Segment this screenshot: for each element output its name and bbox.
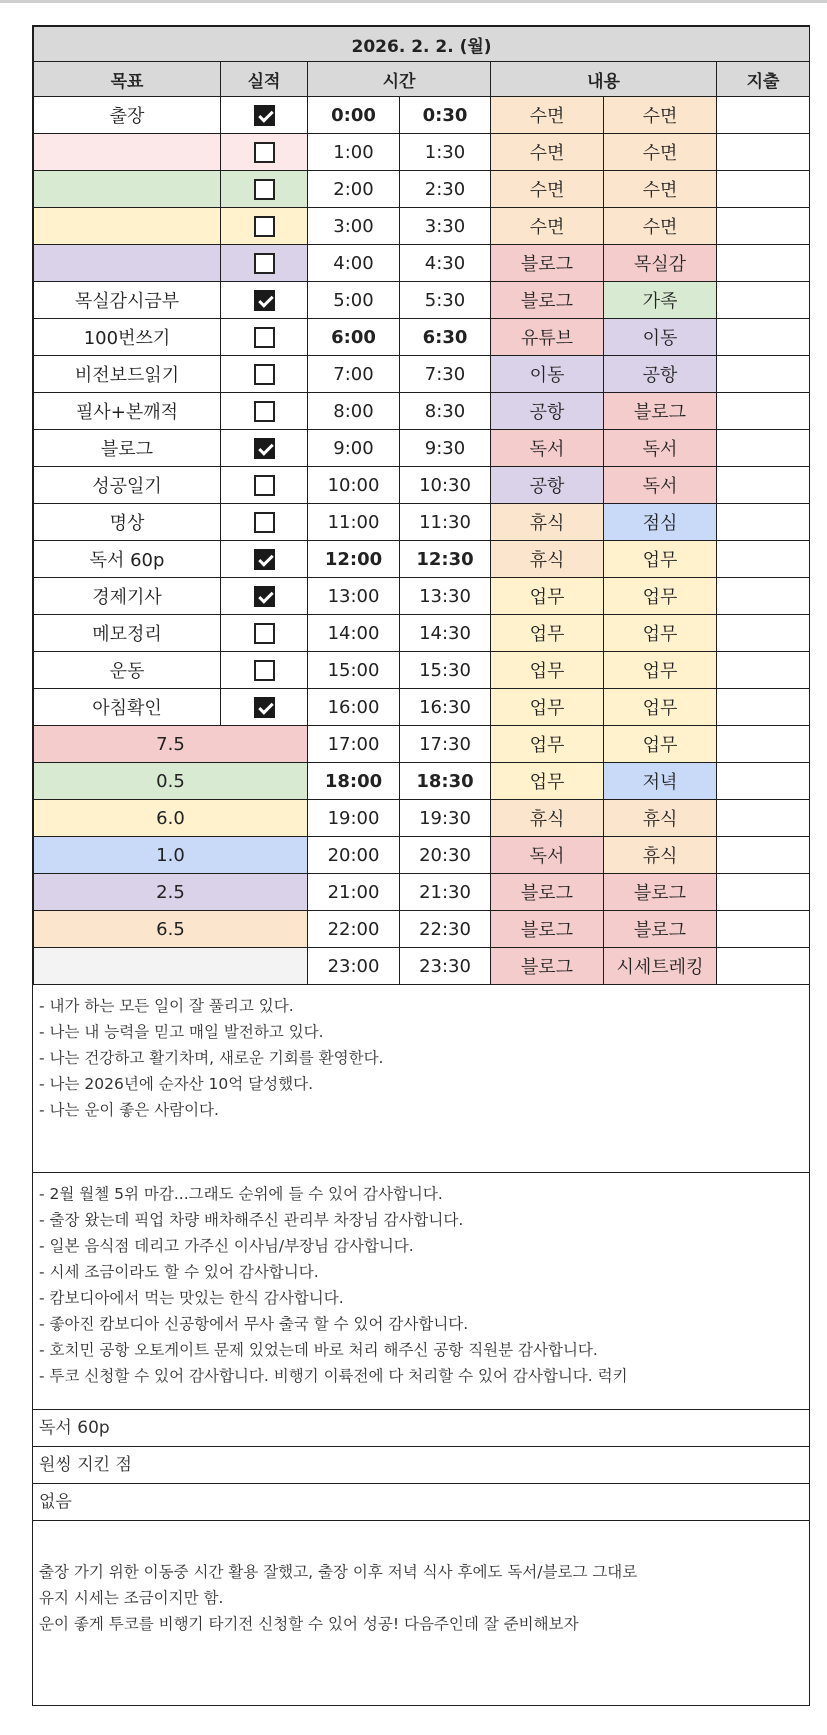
content-cell[interactable]: 블로그 bbox=[491, 282, 604, 319]
content-cell[interactable]: 시세트레킹 bbox=[604, 948, 717, 985]
schedule-row bbox=[34, 319, 810, 356]
time-start-cell: 1:00 bbox=[308, 134, 400, 171]
gratitude-line: - 좋아진 캄보디아 신공항에서 무사 출국 할 수 있어 감사합니다. bbox=[39, 1315, 469, 1333]
goal-cell[interactable]: 성공일기 bbox=[34, 467, 221, 504]
expense-cell[interactable] bbox=[717, 689, 810, 726]
schedule-row bbox=[34, 615, 810, 652]
summary-value-cell[interactable] bbox=[34, 948, 308, 985]
done-cell[interactable] bbox=[221, 430, 308, 467]
checkbox-unchecked[interactable] bbox=[254, 475, 275, 496]
schedule-row bbox=[34, 282, 810, 319]
time-end-cell: 7:30 bbox=[400, 356, 491, 393]
schedule-row bbox=[34, 689, 810, 726]
time-start-cell: 19:00 bbox=[308, 800, 400, 837]
time-start-cell: 2:00 bbox=[308, 171, 400, 208]
time-start-cell: 0:00 bbox=[308, 97, 400, 134]
content-cell[interactable]: 공항 bbox=[491, 393, 604, 430]
content-cell[interactable]: 업무 bbox=[491, 578, 604, 615]
content-cell[interactable]: 업무 bbox=[491, 763, 604, 800]
content-cell[interactable]: 업무 bbox=[604, 578, 717, 615]
done-cell[interactable] bbox=[221, 319, 308, 356]
goal-cell[interactable]: 아침확인 bbox=[34, 689, 221, 726]
gratitude-line: - 일본 음식점 데리고 가주신 이사님/부장님 감사합니다. bbox=[39, 1237, 414, 1255]
gratitude-box[interactable] bbox=[33, 1172, 809, 1409]
summary-value-cell[interactable]: 2.5 bbox=[34, 874, 308, 911]
time-start-cell: 6:00 bbox=[308, 319, 400, 356]
time-end-cell: 23:30 bbox=[400, 948, 491, 985]
checkbox-unchecked[interactable] bbox=[254, 512, 275, 533]
time-end-cell: 21:30 bbox=[400, 874, 491, 911]
header-goal: 목표 bbox=[34, 62, 221, 97]
done-cell[interactable] bbox=[221, 689, 308, 726]
done-cell[interactable] bbox=[221, 393, 308, 430]
expense-cell[interactable] bbox=[717, 171, 810, 208]
schedule-row bbox=[34, 356, 810, 393]
summary-row bbox=[34, 948, 810, 985]
header-content: 내용 bbox=[491, 62, 717, 97]
expense-cell[interactable] bbox=[717, 282, 810, 319]
content-cell[interactable]: 공항 bbox=[604, 356, 717, 393]
affirmations-line: - 나는 운이 좋은 사람이다. bbox=[39, 1101, 219, 1119]
checkbox-checked[interactable] bbox=[254, 586, 275, 607]
expense-cell[interactable] bbox=[717, 615, 810, 652]
expense-cell[interactable] bbox=[717, 319, 810, 356]
content-cell[interactable]: 수면 bbox=[491, 97, 604, 134]
expense-cell[interactable] bbox=[717, 874, 810, 911]
content-cell[interactable]: 블로그 bbox=[491, 874, 604, 911]
gratitude-line: - 시세 조금이라도 할 수 있어 감사합니다. bbox=[39, 1263, 319, 1281]
time-start-cell: 4:00 bbox=[308, 245, 400, 282]
schedule-row bbox=[34, 652, 810, 689]
time-end-cell: 20:30 bbox=[400, 837, 491, 874]
affirmations-line: - 내가 하는 모든 일이 잘 풀리고 있다. bbox=[39, 997, 294, 1015]
summary-row bbox=[34, 874, 810, 911]
time-end-cell: 8:30 bbox=[400, 393, 491, 430]
time-start-cell: 12:00 bbox=[308, 541, 400, 578]
summary-row bbox=[34, 800, 810, 837]
time-end-cell: 18:30 bbox=[400, 763, 491, 800]
time-end-cell: 10:30 bbox=[400, 467, 491, 504]
goal-cell[interactable]: 운동 bbox=[34, 652, 221, 689]
date-title: 2026. 2. 2. (월) bbox=[34, 27, 810, 62]
daily-planner-sheet bbox=[32, 25, 810, 1706]
expense-cell[interactable] bbox=[717, 504, 810, 541]
time-start-cell: 11:00 bbox=[308, 504, 400, 541]
content-cell[interactable]: 독서 bbox=[491, 430, 604, 467]
expense-cell[interactable] bbox=[717, 97, 810, 134]
content-cell[interactable]: 독서 bbox=[604, 430, 717, 467]
summary-value-cell[interactable]: 7.5 bbox=[34, 726, 308, 763]
content-cell[interactable]: 수면 bbox=[604, 208, 717, 245]
content-cell[interactable]: 업무 bbox=[491, 615, 604, 652]
content-cell[interactable]: 공항 bbox=[491, 467, 604, 504]
time-end-cell: 19:30 bbox=[400, 800, 491, 837]
content-cell[interactable]: 업무 bbox=[491, 689, 604, 726]
time-end-cell: 5:30 bbox=[400, 282, 491, 319]
content-cell[interactable]: 업무 bbox=[604, 541, 717, 578]
expense-cell[interactable] bbox=[717, 208, 810, 245]
goal-cell[interactable]: 목실감시금부 bbox=[34, 282, 221, 319]
gratitude-line: - 2월 월첼 5위 마감...그래도 순위에 들 수 있어 감사합니다. bbox=[39, 1185, 443, 1203]
header-time: 시간 bbox=[308, 62, 491, 97]
summary-value-cell[interactable]: 1.0 bbox=[34, 837, 308, 874]
none-box[interactable]: 없음 bbox=[33, 1483, 809, 1520]
goal-cell[interactable]: 메모정리 bbox=[34, 615, 221, 652]
reflection-line: 운이 좋게 투코를 비행기 타기전 신청할 수 있어 성공! 다음주인데 잘 준비해보자 bbox=[39, 1615, 579, 1633]
done-cell[interactable] bbox=[221, 578, 308, 615]
time-start-cell: 20:00 bbox=[308, 837, 400, 874]
reading-box[interactable]: 독서 60p bbox=[33, 1409, 809, 1446]
done-cell[interactable] bbox=[221, 504, 308, 541]
reflection-box[interactable] bbox=[33, 1520, 809, 1705]
goal-cell[interactable]: 비전보드읽기 bbox=[34, 356, 221, 393]
done-cell[interactable] bbox=[221, 245, 308, 282]
time-start-cell: 18:00 bbox=[308, 763, 400, 800]
affirmations-line: - 나는 내 능력을 믿고 매일 발전하고 있다. bbox=[39, 1023, 324, 1041]
checkbox-unchecked[interactable] bbox=[254, 216, 275, 237]
time-start-cell: 13:00 bbox=[308, 578, 400, 615]
time-end-cell: 12:30 bbox=[400, 541, 491, 578]
time-start-cell: 22:00 bbox=[308, 911, 400, 948]
content-cell[interactable]: 블로그 bbox=[604, 393, 717, 430]
expense-cell[interactable] bbox=[717, 393, 810, 430]
content-cell[interactable]: 블로그 bbox=[491, 948, 604, 985]
expense-cell[interactable] bbox=[717, 541, 810, 578]
content-cell[interactable]: 업무 bbox=[604, 615, 717, 652]
checkbox-checked[interactable] bbox=[254, 438, 275, 459]
summary-row bbox=[34, 763, 810, 800]
header-done: 실적 bbox=[221, 62, 308, 97]
checkbox-unchecked[interactable] bbox=[254, 623, 275, 644]
schedule-row bbox=[34, 134, 810, 171]
content-cell[interactable]: 업무 bbox=[604, 689, 717, 726]
time-start-cell: 21:00 bbox=[308, 874, 400, 911]
content-cell[interactable]: 업무 bbox=[491, 726, 604, 763]
reflection-line: 유지 시세는 조금이지만 함. bbox=[39, 1589, 224, 1607]
time-start-cell: 7:00 bbox=[308, 356, 400, 393]
time-start-cell: 17:00 bbox=[308, 726, 400, 763]
expense-cell[interactable] bbox=[717, 134, 810, 171]
expense-cell[interactable] bbox=[717, 763, 810, 800]
time-start-cell: 10:00 bbox=[308, 467, 400, 504]
checkbox-checked[interactable] bbox=[254, 290, 275, 311]
summary-row bbox=[34, 726, 810, 763]
done-cell[interactable] bbox=[221, 171, 308, 208]
schedule-row bbox=[34, 208, 810, 245]
summary-row bbox=[34, 911, 810, 948]
content-cell[interactable]: 휴식 bbox=[604, 800, 717, 837]
time-end-cell: 15:30 bbox=[400, 652, 491, 689]
time-end-cell: 9:30 bbox=[400, 430, 491, 467]
schedule-row bbox=[34, 393, 810, 430]
goal-cell[interactable] bbox=[34, 208, 221, 245]
gratitude-line: - 호치민 공항 오토게이트 문제 있었는데 바로 처리 해주신 공항 직원분 감사합니다. bbox=[39, 1341, 598, 1359]
schedule-row bbox=[34, 430, 810, 467]
content-cell[interactable]: 휴식 bbox=[604, 837, 717, 874]
content-cell[interactable]: 수면 bbox=[604, 134, 717, 171]
content-cell[interactable]: 블로그 bbox=[491, 911, 604, 948]
content-cell[interactable]: 이동 bbox=[604, 319, 717, 356]
done-cell[interactable] bbox=[221, 356, 308, 393]
schedule-row bbox=[34, 467, 810, 504]
goal-cell[interactable]: 필사+본깨적 bbox=[34, 393, 221, 430]
time-start-cell: 8:00 bbox=[308, 393, 400, 430]
schedule-row bbox=[34, 171, 810, 208]
time-start-cell: 14:00 bbox=[308, 615, 400, 652]
time-start-cell: 5:00 bbox=[308, 282, 400, 319]
checkbox-checked[interactable] bbox=[254, 105, 275, 126]
time-end-cell: 4:30 bbox=[400, 245, 491, 282]
time-start-cell: 23:00 bbox=[308, 948, 400, 985]
done-cell[interactable] bbox=[221, 282, 308, 319]
done-cell[interactable] bbox=[221, 208, 308, 245]
content-cell[interactable]: 독서 bbox=[491, 837, 604, 874]
schedule-row bbox=[34, 245, 810, 282]
expense-cell[interactable] bbox=[717, 652, 810, 689]
time-end-cell: 14:30 bbox=[400, 615, 491, 652]
top-divider bbox=[0, 0, 827, 3]
content-cell[interactable]: 수면 bbox=[491, 171, 604, 208]
gratitude-line: - 출장 왔는데 픽업 차량 배차해주신 관리부 차장님 감사합니다. bbox=[39, 1211, 464, 1229]
time-end-cell: 0:30 bbox=[400, 97, 491, 134]
summary-value-cell[interactable]: 6.5 bbox=[34, 911, 308, 948]
checkbox-checked[interactable] bbox=[254, 549, 275, 570]
time-end-cell: 6:30 bbox=[400, 319, 491, 356]
checkbox-unchecked[interactable] bbox=[254, 253, 275, 274]
content-cell[interactable]: 수면 bbox=[491, 208, 604, 245]
goal-cell[interactable]: 경제기사 bbox=[34, 578, 221, 615]
reflection-line: 출장 가기 위한 이동중 시간 활용 잘했고, 출장 이후 저녁 식사 후에도 독서/블로그 그대로 bbox=[39, 1563, 638, 1581]
done-cell[interactable] bbox=[221, 615, 308, 652]
expense-cell[interactable] bbox=[717, 800, 810, 837]
expense-cell[interactable] bbox=[717, 430, 810, 467]
content-cell[interactable]: 업무 bbox=[491, 652, 604, 689]
checkbox-unchecked[interactable] bbox=[254, 660, 275, 681]
summary-value-cell[interactable]: 6.0 bbox=[34, 800, 308, 837]
done-cell[interactable] bbox=[221, 97, 308, 134]
content-cell[interactable]: 수면 bbox=[491, 134, 604, 171]
schedule-table bbox=[33, 26, 810, 985]
goal-cell[interactable] bbox=[34, 245, 221, 282]
goal-cell[interactable]: 명상 bbox=[34, 504, 221, 541]
checkbox-unchecked[interactable] bbox=[254, 364, 275, 385]
expense-cell[interactable] bbox=[717, 948, 810, 985]
time-end-cell: 17:30 bbox=[400, 726, 491, 763]
time-start-cell: 16:00 bbox=[308, 689, 400, 726]
schedule-row bbox=[34, 504, 810, 541]
checkbox-unchecked[interactable] bbox=[254, 401, 275, 422]
content-cell[interactable]: 휴식 bbox=[491, 541, 604, 578]
content-cell[interactable]: 유튜브 bbox=[491, 319, 604, 356]
content-cell[interactable]: 독서 bbox=[604, 467, 717, 504]
schedule-row bbox=[34, 97, 810, 134]
affirmations-line: - 나는 2026년에 순자산 10억 달성했다. bbox=[39, 1075, 314, 1093]
done-cell[interactable] bbox=[221, 652, 308, 689]
content-cell[interactable]: 업무 bbox=[604, 652, 717, 689]
content-cell[interactable]: 수면 bbox=[604, 171, 717, 208]
expense-cell[interactable] bbox=[717, 356, 810, 393]
summary-value-cell[interactable]: 0.5 bbox=[34, 763, 308, 800]
header-expense: 지출 bbox=[717, 62, 810, 97]
time-end-cell: 3:30 bbox=[400, 208, 491, 245]
goal-cell[interactable] bbox=[34, 134, 221, 171]
checkbox-checked[interactable] bbox=[254, 697, 275, 718]
content-cell[interactable]: 블로그 bbox=[491, 245, 604, 282]
notes-section bbox=[33, 985, 809, 1705]
wish-box[interactable]: 원씽 지킨 점 bbox=[33, 1446, 809, 1483]
expense-cell[interactable] bbox=[717, 911, 810, 948]
schedule-row bbox=[34, 541, 810, 578]
done-cell[interactable] bbox=[221, 134, 308, 171]
expense-cell[interactable] bbox=[717, 245, 810, 282]
affirmations-line: - 나는 건강하고 활기차며, 새로운 기회를 환영한다. bbox=[39, 1049, 384, 1067]
content-cell[interactable]: 블로그 bbox=[604, 874, 717, 911]
content-cell[interactable]: 블로그 bbox=[604, 911, 717, 948]
time-end-cell: 16:30 bbox=[400, 689, 491, 726]
time-end-cell: 2:30 bbox=[400, 171, 491, 208]
content-cell[interactable]: 점심 bbox=[604, 504, 717, 541]
expense-cell[interactable] bbox=[717, 726, 810, 763]
gratitude-line: - 캄보디아에서 먹는 맛있는 한식 감사합니다. bbox=[39, 1289, 344, 1307]
goal-cell[interactable]: 독서 60p bbox=[34, 541, 221, 578]
expense-cell[interactable] bbox=[717, 467, 810, 504]
done-cell[interactable] bbox=[221, 541, 308, 578]
goal-cell[interactable]: 100번쓰기 bbox=[34, 319, 221, 356]
expense-cell[interactable] bbox=[717, 578, 810, 615]
time-start-cell: 15:00 bbox=[308, 652, 400, 689]
summary-row bbox=[34, 837, 810, 874]
goal-cell[interactable]: 출장 bbox=[34, 97, 221, 134]
time-start-cell: 3:00 bbox=[308, 208, 400, 245]
content-cell[interactable]: 가족 bbox=[604, 282, 717, 319]
checkbox-unchecked[interactable] bbox=[254, 142, 275, 163]
time-end-cell: 13:30 bbox=[400, 578, 491, 615]
gratitude-line: - 투코 신청할 수 있어 감사합니다. 비행기 이륙전에 다 처리할 수 있어 감사합니다. 럭키 bbox=[39, 1367, 628, 1385]
checkbox-unchecked[interactable] bbox=[254, 327, 275, 348]
affirmations-box[interactable] bbox=[33, 985, 809, 1172]
goal-cell[interactable]: 블로그 bbox=[34, 430, 221, 467]
time-start-cell: 9:00 bbox=[308, 430, 400, 467]
goal-cell[interactable] bbox=[34, 171, 221, 208]
checkbox-unchecked[interactable] bbox=[254, 179, 275, 200]
done-cell[interactable] bbox=[221, 467, 308, 504]
content-cell[interactable]: 수면 bbox=[604, 97, 717, 134]
expense-cell[interactable] bbox=[717, 837, 810, 874]
time-end-cell: 22:30 bbox=[400, 911, 491, 948]
time-end-cell: 11:30 bbox=[400, 504, 491, 541]
content-cell[interactable]: 휴식 bbox=[491, 504, 604, 541]
content-cell[interactable]: 저녁 bbox=[604, 763, 717, 800]
content-cell[interactable]: 이동 bbox=[491, 356, 604, 393]
content-cell[interactable]: 업무 bbox=[604, 726, 717, 763]
content-cell[interactable]: 목실감 bbox=[604, 245, 717, 282]
time-end-cell: 1:30 bbox=[400, 134, 491, 171]
content-cell[interactable]: 휴식 bbox=[491, 800, 604, 837]
schedule-row bbox=[34, 578, 810, 615]
